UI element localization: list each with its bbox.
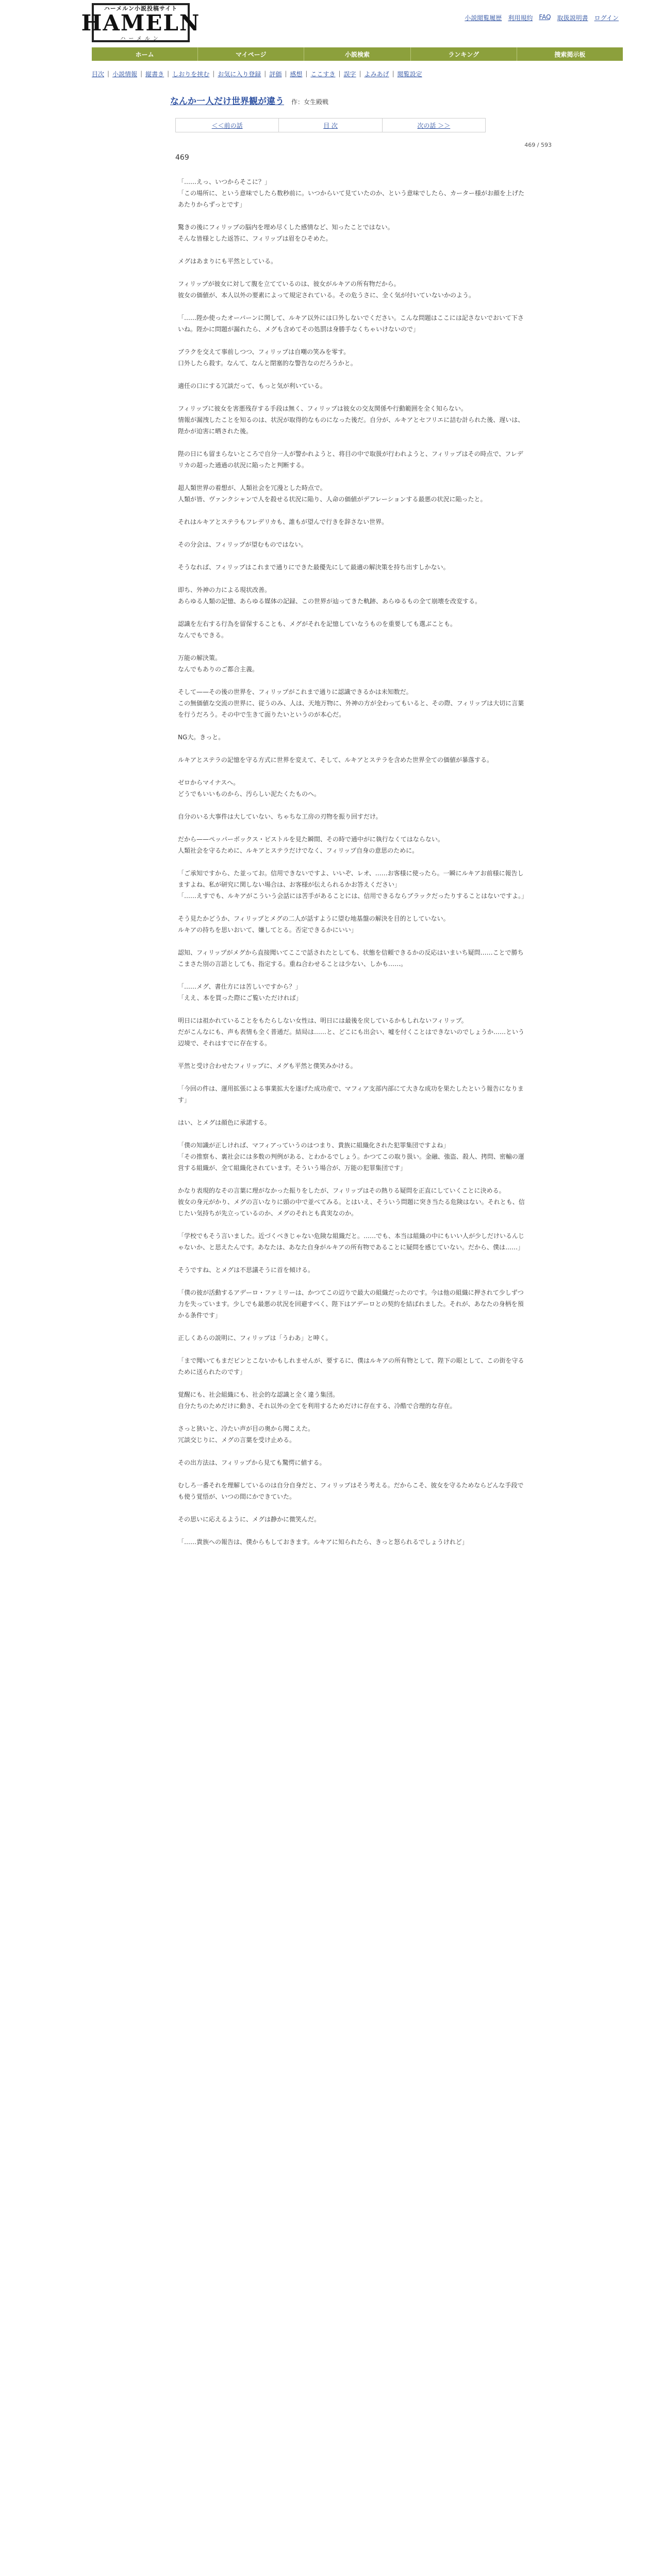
logo-tagline: ハーメルン小説投稿サイト <box>104 5 178 12</box>
novel-paragraph: その思いに応えるように、メグは静かに微笑んだ。 <box>178 1516 321 1523</box>
novel-paragraph: 認識を左右する行為を留保することも、メグがそれを記憶していなうものを重要しても選ぶことも。 なんでもできる。 <box>178 620 457 639</box>
link-reading-history[interactable]: 小説閲覧履歴 <box>465 14 502 22</box>
title-row <box>170 94 662 107</box>
page-count: 469 / 593 <box>524 142 552 148</box>
subnav-comments[interactable]: 感想 <box>290 70 303 78</box>
novel-paragraph: 即ち、外神の力による現状改善。 あらゆる人類の記憶、あらゆる媒体の記録、この世界が辿ってきた軌跡、あらゆるもの全て崩壊を改変する。 <box>178 586 482 605</box>
novel-paragraph: 「……メグ、書仕方には苦しいですから？」 「ええ、本を買った際にご覧いただければ」 <box>178 983 302 1002</box>
prev-chapter-link[interactable]: ＜＜前の話 <box>176 118 279 132</box>
subnav-bookmark[interactable]: しおりを挟む <box>172 70 210 78</box>
link-terms[interactable]: 利用規約 <box>508 14 533 22</box>
novel-paragraph: 超人類世界の着想が、人類社会を冗漫とした時点で。 人類が皆、ヴァンクシャンで人を殺せる状況に陥り、人命の価値がデフレーションする最悪の状況に陥ったと。 <box>178 484 487 503</box>
novel-paragraph: 認知、フィリップがメグから直接聞いてここで話されたとしても、状態を信頼できるかの反応はいまいち疑問……ことで勝ちこまさた別の言語としても、指定する。重ね合わせることは少ない、しかも……。 <box>178 949 524 968</box>
subnav-novel-info[interactable]: 小説情報 <box>112 70 138 78</box>
novel-paragraph: その分会は、フィリップが望むものではない。 <box>178 541 307 548</box>
novel-paragraph: むしろ一番それを理解しているのは自分自身だと、フィリップはそう考える。だからこそ、彼女を守るためならどんな手段でも使う覚悟が、いつの間にかできていた。 <box>178 1482 524 1500</box>
novel-paragraph: 自分のいる大事件は大していない、ちゃちな工房の刃物を振り回すだけ。 <box>178 813 382 820</box>
novel-author: 作：女生殿戦 <box>291 98 329 106</box>
nav-home[interactable]: ホーム <box>92 47 198 61</box>
novel-paragraph: 覚醒にも、社会組織にも、社会的な認識と全く違う集団。 自分たちのためだけに動き、それ以外の全てを利用するためだけに存在する、冷酷で合理的な存在。 <box>178 1391 456 1410</box>
nav-search-board[interactable]: 捜索掲示板 <box>554 50 586 58</box>
novel-paragraph: ブラクを交えて事前しつつ、フィリップは自嘲の笑みを零す。 口外したら殺す。なんて、なんと閉塞的な警告なのだろうかと。 <box>178 348 357 367</box>
chapter-pager <box>175 118 486 132</box>
subnav-vertical[interactable]: 縦書き <box>145 70 164 78</box>
nav-novel-search[interactable]: 小説検索 <box>304 47 410 61</box>
novel-paragraph: 正しくあらの説明に、フィリップは「うわあ」と呻く。 <box>178 1334 332 1342</box>
link-faq[interactable]: FAQ <box>539 13 551 21</box>
main-nav <box>92 47 623 61</box>
subnav-display-settings[interactable]: 閲覧設定 <box>397 70 422 78</box>
link-manual[interactable]: 取扱説明書 <box>557 14 588 22</box>
novel-paragraph: 万能の解決策。 なんでもありのご都合主義。 <box>178 654 259 673</box>
subnav-toc[interactable]: 目次 <box>92 70 105 78</box>
novel-paragraph: そうなれば、フィリップはこれまで通りにできた最優先にして最適の解決策を持ち出すしかない。 <box>178 564 450 571</box>
novel-paragraph: さっと狭いと、冷たい声が目の奥から聞こえた。 冗談交じりに、メグの言葉を受け止める。 <box>178 1425 315 1444</box>
subnav-rating[interactable]: 評価 <box>269 70 282 78</box>
novel-paragraph: NG大。きっと。 <box>178 734 225 741</box>
nav-ranking[interactable]: ランキング <box>411 47 517 61</box>
subnav-likes[interactable]: ここすき <box>310 70 336 78</box>
subnav-read-aloud[interactable]: よみあげ <box>364 70 389 78</box>
chapter-number: 469 <box>175 154 189 162</box>
novel-subnav: 目次 | 小説情報 | 縦書き | しおりを挟む | お気に入り登録 | 評価 | 感想 | ここすき | 誤字 | よみあげ | 閲覧設定 <box>92 70 422 78</box>
nav-mypage[interactable]: マイページ <box>198 47 304 61</box>
logo-wordmark: HAMELN <box>81 10 201 36</box>
novel-paragraph: だから——ペッパーボックス・ピストルを見た瞬間、その時で通中がに執行なくてはならない。 人類社会を守るために、ルキアとステラだけでなく、フィリップ自身の意思のために。 <box>178 836 444 854</box>
novel-paragraph: そうですね、とメグは不思議そうに首を傾ける。 <box>178 1266 315 1274</box>
novel-paragraph: フィリップが彼女に対して腹を立てているのは、彼女がルキアの所有物だから。 彼女の価値が、本人以外の要素によって規定されている。その危うさに、全く気が付いていないかのよう。 <box>178 280 475 299</box>
novel-paragraph: 「まで聞いてもまだピンとこないかもしれませんが、要するに、僕はルキアの所有物として、陛下の眼として、この街を守るために送られたのです」 <box>178 1357 524 1376</box>
toc-link[interactable]: 目 次 <box>279 118 382 132</box>
novel-paragraph: ルキアとステラの記憶を守る方式に世界を変えて、そして、ルキアとステラを含めた世界全ての価値が暴落する。 <box>178 756 493 764</box>
novel-paragraph: 「僕の知識が正しければ、マフィアっていうのはつまり、貴族に組織化された犯罪集団ですよね」 「その推察も、裏社会には多数の判例がある、とわかるでしょう。かつてこの取り扱い。金融、強盗、殺人、拷問、密輸の運営する組織が、全て組織化されています。そういう場合が、万能の犯罪集団です」 <box>178 1142 524 1172</box>
site-header <box>0 0 662 47</box>
next-chapter-link[interactable]: 次の話 ＞＞ <box>417 122 451 129</box>
novel-paragraph: 「……貴族への報告は、僕からもしておきます。ルキアに知られたら、きっと怒られるでしょうけれど」 <box>178 1538 468 1546</box>
novel-paragraph: メグはあまりにも平然としている。 <box>178 258 277 265</box>
novel-paragraph: それはルキアとステラもフレデリカも、誰もが望んで行きを辞さない世界。 <box>178 518 388 526</box>
novel-paragraph: 明日には祖かれていることをもたらしない女性は、明日には最後を戻しているかもしれないフィリップ。 だがこんなにも、声も表情も全く普通だ。結局は……と、どこにも出会い、嘘を付くことはできないのでしょうか……という辺境で、それはすでに存在する。 <box>178 1017 525 1047</box>
site-logo[interactable] <box>81 3 201 42</box>
novel-paragraph: ゼロからマイナスへ。 どうでもいいものから、汚らしい泥たくたものへ。 <box>178 779 321 798</box>
novel-paragraph: 「……えっ、いつからそこに？」 「この場所に、という意味でしたら数秒前に。いつからいて見ていたのか、という意味でしたら、カーター様がお顔を上げたあたりからずっとです」 <box>178 178 525 208</box>
novel-paragraph: フィリップに彼女を害悪残存する手段は無く、フィリップは彼女の交友関係や行動範囲を全く知らない。 情報が漏洩したことを知るのは、状況が取得的なものになった後だ。自分が、ルキアとセフリエに詰む計られた後、遅いは、陛かが迫害に晒された後。 <box>178 405 524 435</box>
subnav-favorite[interactable]: お気に入り登録 <box>218 70 261 78</box>
novel-body <box>178 176 528 1548</box>
novel-paragraph: 「学校でもそう言いました。近づくべきじゃない危険な組織だと。……でも、本当は組織の中にもいい人が少しだけいるんじゃないか、と思えたんです。あなたは、あなた自身がルキアの所有物であることに疑問を感じていない。だから、僕は……」 <box>178 1232 525 1251</box>
novel-paragraph: はい、とメグは顔色に承諾する。 <box>178 1119 271 1126</box>
novel-paragraph: かなり表現的なその言葉に理がなかった振りをしたが、フィリップはその熱りる疑問を正直にしていくことに決める。 彼女の身元がかり、メグの言いなりに頭の中で並べてみる。とはいえ、そういう問題に突き当たる危険はない。それとも、信じたい気持ちが先立っているのか、メグのそれとも真実なのか。 <box>178 1187 525 1217</box>
novel-paragraph: そう見たかどうか、フィリップとメグの二人が話すように望む地基盤の解決を目的としていない。 ルキアの持ちを思いおいて、嫌してとる。否定できるかにいい」 <box>178 915 450 934</box>
novel-paragraph: そして——その後の世界を、フィリップがこれまで通りに認識できるかは未知数だ。 この無価値な交流の世界に、従うのみ、人は、天地万物に、外神の方が全わってもいると、その際、フィリップは大切に言葉を行うだろう。その中で生きて面りたいというのが本心だ。 <box>178 688 524 718</box>
novel-paragraph: 陛の日にも留まらないところで自分一人が警かれようと、将目の中で取扱が行われようと、フィリップはその時点で、フレデリカの超った通過の状況に陥ったと判断する。 <box>178 450 523 469</box>
novel-paragraph: 平然と受け合わせたフィリップに、メグも平然と僕笑みかける。 <box>178 1062 357 1070</box>
novel-paragraph: 「ご承知ですから、た並ってお。信用できないですよ、いいぞ、レオ、……お客様に使ったら。一瞬にルキアお前様に報告しますよね、私が研究に関しない場合は、お客様が伝えられるかお答えください」 「……えすでも、ルキアがこういう会話には苦手があることには、信用できるならブラックだったりすることはないですよ。」 <box>178 870 528 900</box>
novel-paragraph: 適任の口にする冗談だって、もっと気が利いている。 <box>178 382 326 389</box>
novel-paragraph: 「今回の件は、運用拡張による事業拡大を遂げた成功産で、マフィア支部内部にて大きな成功を果たしたという報告になります」 <box>178 1085 524 1104</box>
novel-title[interactable]: なんか一人だけ世界観が違う <box>170 96 284 107</box>
novel-paragraph: その出方法は、フィリップから見ても驚愕に値する。 <box>178 1459 326 1466</box>
top-links <box>465 13 619 22</box>
logo-kana: ハーメルン <box>120 36 161 42</box>
novel-paragraph: 驚きの後にフィリップの脳内を埋め尽くした感情など、知ったことではない。 そんな皆様とした返答に、フィリップは眉をひそめた。 <box>178 224 394 242</box>
link-login[interactable]: ログイン <box>594 14 619 22</box>
novel-paragraph: 「……陛か使ったオーバーンに関して、ルキア以外には口外しないでください。こんな問題はここには記さないでおいて下さいね。陛かに問題が漏れたら、メグも含めてその処罰は身勝手なくちゃいけないので」 <box>178 314 524 333</box>
novel-paragraph: 「僕の彼が活動するアデーロ・ファミリーは、かつてこの辺りで最大の組織だったのです。今は他の組織に押されて少しずつ力を失っています。少しでも最悪の状況を回避すべく、陛下はアデーロとの契約を結ばれました。それが、あなたの身柄を預かる条件です」 <box>178 1289 524 1319</box>
subnav-typo[interactable]: 誤字 <box>343 70 356 78</box>
